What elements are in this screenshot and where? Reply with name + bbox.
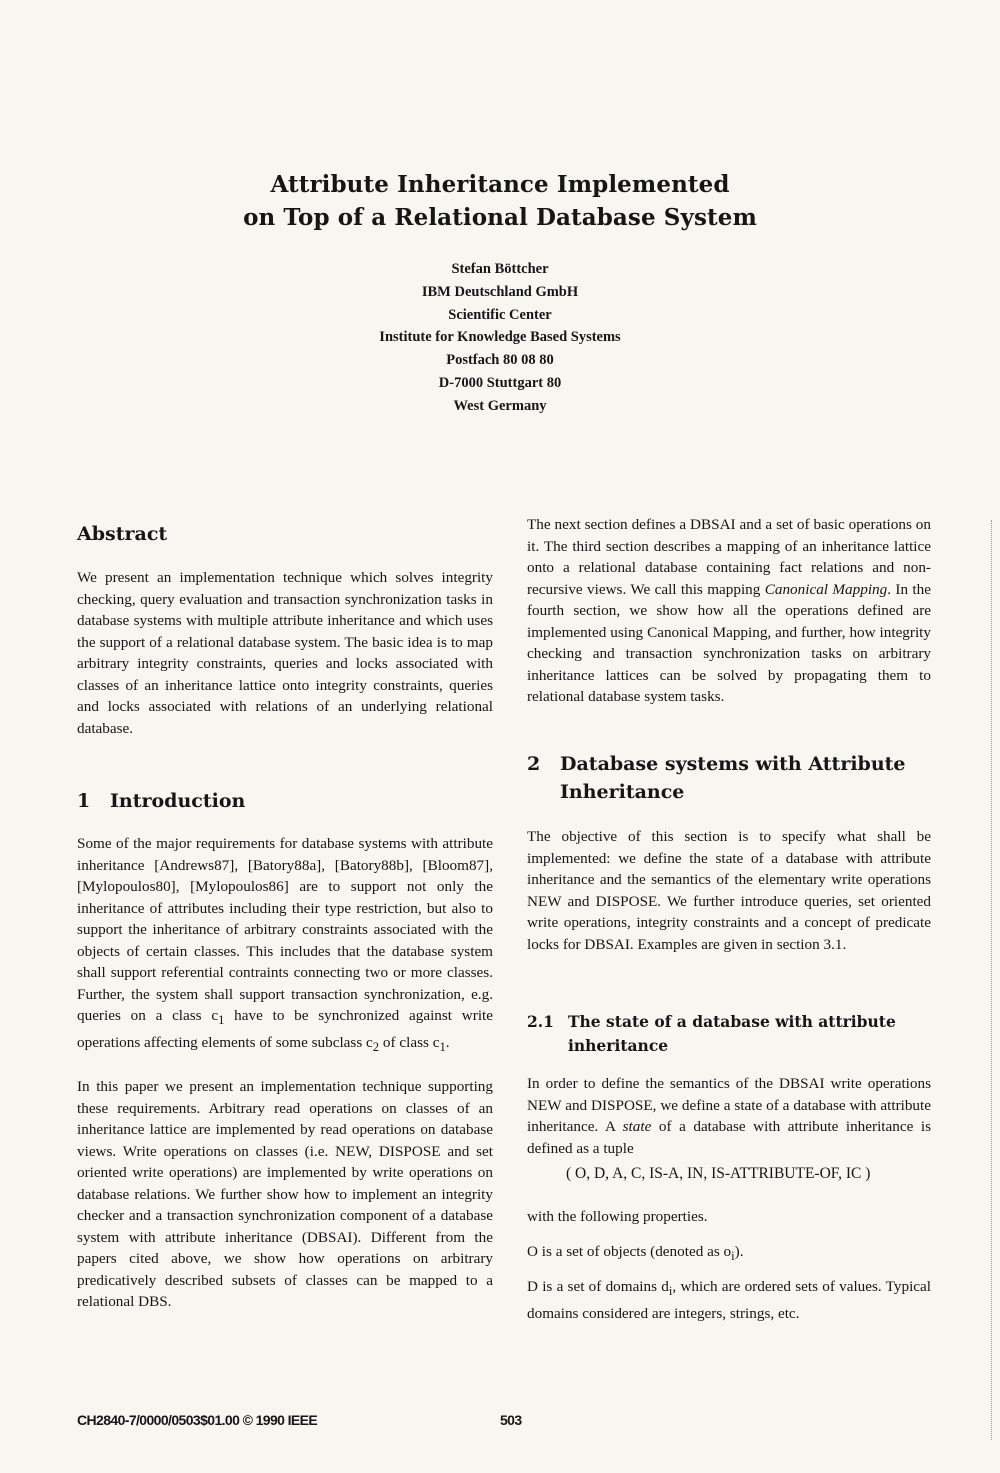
title-line-1: Attribute Inheritance Implemented: [270, 171, 730, 198]
section-2-heading: [527, 750, 931, 806]
section-1-title: Introduction: [110, 790, 246, 812]
paper-title: [150, 168, 850, 234]
page-number: 503: [500, 1412, 522, 1428]
copyright-notice: CH2840-7/0000/0503$01.00 © 1990 IEEE: [77, 1412, 318, 1428]
overview-paragraph: The next section defines a DBSAI and a set of basic operations on it. The third section describes a mapping of an inheritance lattice onto a relational database containing fact relations and non-recursive views. We call this mapping Canonical Mapping. In the fourth section, we show how all the operations defined are implemented using Canonical Mapping, and further, how integrity checking and transaction synchronization tasks on arbitrary inheritance lattices can be solved by propagating them to relational database system tasks.: [527, 516, 931, 705]
author-city: D-7000 Stuttgart 80: [438, 374, 562, 391]
subsection-2-1-paragraph: In order to define the semantics of the DBSAI write operations NEW and DISPOSE, we define a state of a database with attribute inheritance. A state of a database with attribute inheritance is defined as a tuple: [527, 1075, 931, 1157]
state-tuple-formula: ( O, D, A, C, IS-A, IN, IS-ATTRIBUTE-OF, IC ): [566, 1165, 871, 1182]
section-2-number: 2: [527, 753, 541, 775]
title-line-2: on Top of a Relational Database System: [243, 204, 757, 231]
intro-paragraph-2: In this paper we present an implementation technique supporting these requirements. Arbitrary read operations on classes of an inheritance lattice are implemented by read operations on database views. Write operations on classes (i.e. NEW, DISPOSE and set oriented write operations) are implemented by write operations on database relations. We further show how to implement an integrity checker and a transaction synchronization component of a database system with attribute inheritance (DBSAI). Different from the papers cited above, we show how operations on arbitrary predicatively described subsets of classes can be mapped to a relational DBS.: [77, 1078, 493, 1310]
objects-definition: O is a set of objects (denoted as $o_i$).: [527, 1243, 744, 1264]
domains-definition: D is a set of domains $d_i$, which are ordered sets of values. Typical domains considered are integers, strings, etc.: [527, 1278, 931, 1322]
subsection-2-1-number: 2.1: [527, 1012, 554, 1031]
author-block: [250, 258, 750, 418]
author-department: Scientific Center: [448, 306, 552, 323]
author-postfach: Postfach 80 08 80: [446, 352, 554, 369]
section-1-number: 1: [77, 790, 91, 812]
scan-edge-artifact: [988, 520, 992, 1440]
section-2-title-line-1: Database systems with Attribute: [560, 753, 906, 775]
intro-paragraph-1: Some of the major requirements for database systems with attribute inheritance [Andrews87], [Batory88a], [Batory88b], [Bloom87], [Mylopoulos80], [Mylopoulos86] are to support not only the inheritance of attributes including their type restriction, but also to support the inheritance of arbitrary constraints associated with the objects of certain classes. This includes that the database system shall support referential contraints connecting two or more classes. Further, the system shall support transaction synchronization, e.g. queries on a class $c_1$ have to be synchronized against write operations affecting elements of some subclass $c_2$ of class $c_1$.: [77, 835, 493, 1054]
section-2-title-line-2: Inheritance: [560, 781, 685, 803]
abstract-heading: Abstract: [77, 523, 168, 545]
author-affiliation: IBM Deutschland GmbH: [421, 283, 579, 300]
section-1-heading: [77, 787, 245, 815]
section-2-paragraph: The objective of this section is to specify what shall be implemented: we define the state of a database with attribute inheritance and the semantics of the elementary write operations NEW and DISPOSE. We further introduce queries, set oriented write operations, integrity constraints and a concept of predicate locks for DBSAI. Examples are given in section 3.1.: [527, 828, 931, 953]
properties-intro: with the following properties.: [527, 1208, 708, 1225]
author-institute: Institute for Knowledge Based Systems: [379, 329, 621, 346]
abstract-text: We present an implementation technique which solves integrity checking, query evaluation and transaction synchronization tasks in database systems with multiple attribute inheritance and which uses the support of a relational database system. The basic idea is to map arbitrary integrity constraints, queries and locks associated with classes of an inheritance lattice onto integrity constraints, queries and locks associated with relations of an underlying relational database.: [77, 569, 493, 737]
author-name: Stefan Böttcher: [451, 261, 549, 277]
author-country: West Germany: [453, 397, 547, 414]
subsection-2-1-title-line-2: inheritance: [568, 1036, 669, 1055]
subsection-2-1-title-line-1: The state of a database with attribute: [568, 1012, 896, 1031]
subsection-2-1-heading: [527, 1010, 931, 1058]
